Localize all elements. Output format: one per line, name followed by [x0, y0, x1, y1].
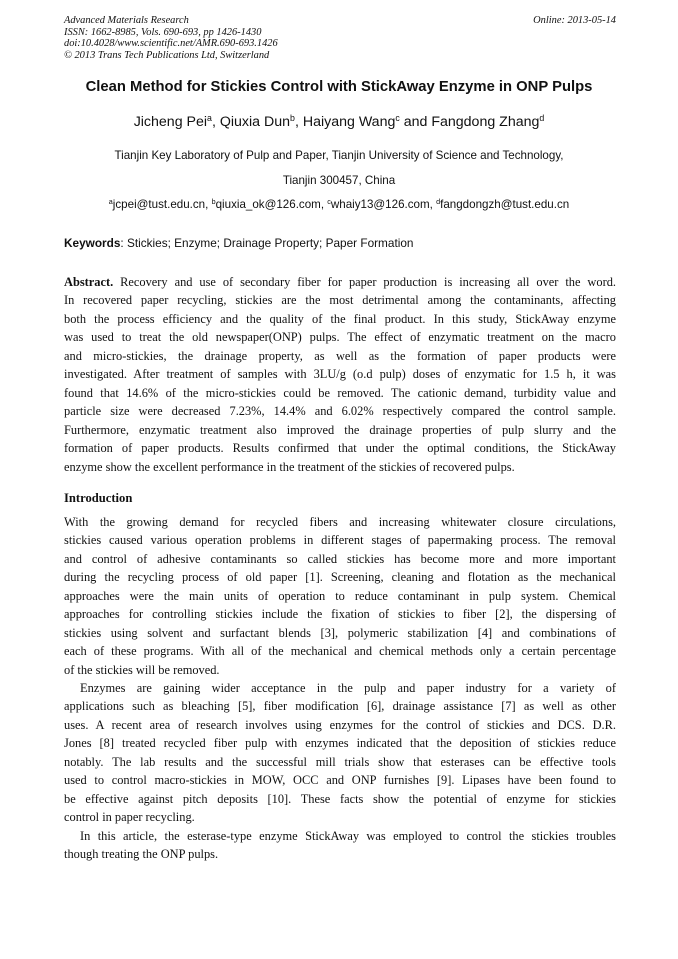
abstract [64, 273, 616, 476]
abstract-label: Abstract. [64, 275, 114, 289]
abstract-line: In recovered paper recycling, stickies are the most detrimental among the contaminants, affecting [64, 293, 616, 308]
author: Jicheng Pei$^a$ [133, 113, 212, 130]
abstract-line: and micro-stickies, the drainage property, as well as the formation of paper products were [64, 348, 616, 363]
text-line: and control of adhesive contaminants so called stickies has become more and more important [64, 551, 616, 566]
paper-title: Clean Method for Stickies Control with StickAway Enzyme in ONP Pulps [85, 79, 593, 95]
copyright-line: © 2013 Trans Tech Publications Ltd, Switzerland [64, 49, 270, 61]
text-line: control in paper recycling. [64, 810, 195, 825]
abstract-line: enzyme show the excellent performance in the treatment of the stickies of recovered pulps. [64, 459, 515, 474]
author: Haiyang Wang$^c$ [302, 113, 400, 130]
abstract-line: investigated. After treatment of samples with 3LU/g (o.d pulp) doses of enzymatic for 1.5 h, it was [64, 367, 616, 382]
abstract-line: found that 14.6% of the micro-stickies could be removed. The cationic demand, turbidity value and [64, 385, 616, 400]
text-line: each of these programs. With all of the mechanical and chemical methods only a certain percentage [64, 644, 616, 659]
email-link[interactable]: qiuxia_ok@126.com [215, 198, 321, 211]
keywords-label: Keywords [64, 236, 121, 250]
text-line: approaches for controlling stickies include the fixation of stickies to fiber [2], the dispersing of [64, 607, 616, 622]
text-line: Enzymes are gaining wider acceptance in the pulp and paper industry for a variety of [80, 681, 616, 695]
doi-line: doi:10.4028/www.scientific.net/AMR.690-693.1426 [64, 38, 278, 49]
text-line: Jones [8] treated recycled fiber pulp with enzymes indicated that the deposition of stickies reduce [64, 736, 616, 751]
intro-paragraph-2 [64, 679, 616, 827]
abstract-line: was used to treat the old newspaper(ONP) pulps. The effect of enzymatic treatment on the macro [64, 330, 616, 345]
author-emails: $^a$jcpei@tust.edu.cn, $^b$qiuxia_ok@126.com, $^c$whaiy13@126.com, $^d$fangdongzh@tust.edu.cn [108, 197, 570, 211]
online-date: Online: 2013-05-14 [533, 15, 616, 26]
abstract-line: formation of paper products. Results confirmed that under the optimal conditions, the StickAway [64, 441, 616, 456]
text-line: notably. The lab results and the successful mill trials show that esterases can be effective tools [64, 754, 616, 769]
email-link[interactable]: whaiy13@126.com [330, 198, 430, 211]
author-list: Jicheng Pei$^a$, Qiuxia Dun$^b$, Haiyang Wang$^c$ and Fangdong Zhang$^d$ [133, 113, 545, 130]
text-line: uses. A recent area of research involves using enzymes for the control of stickies and DCS. D.R. [64, 717, 616, 732]
journal-name: Advanced Materials Research [64, 15, 189, 26]
text-line: be effective against pitch deposits [10]. These facts show the potential of enzyme for stickies [64, 791, 616, 806]
text-line: though treating the ONP pulps. [64, 847, 219, 862]
abstract-line: Furthermore, enzymatic treatment also improved the drainage properties of pulp slurry and the [64, 422, 616, 437]
author: Qiuxia Dun$^b$ [219, 113, 295, 130]
email-link[interactable]: fangdongzh@tust.edu.cn [440, 198, 570, 211]
author: Fangdong Zhang$^d$ [431, 113, 545, 130]
abstract-line: both the process efficiency and the quality of the final product. In this study, StickAway enzyme [64, 311, 616, 326]
affiliation-line-2: Tianjin 300457, China [282, 174, 396, 187]
text-line: stickies using solvent and surfactant blends [3], polymeric stabilization [4] and combinations of [64, 625, 616, 640]
text-line: stickies caused various operation problems in different stages of papermaking process. The removal [64, 533, 616, 548]
email-link[interactable]: jcpei@tust.edu.cn [112, 198, 206, 211]
text-line: applications such as bleaching [5], fiber modification [6], drainage assistance [7] as well as other [64, 699, 616, 714]
text-line: used to control macro-stickies in MOW, OCC and ONP furnishes [9]. Lipases have been found to [64, 773, 616, 788]
abstract-line: particle size were decreased 7.23%, 14.4% and 6.02% respectively compared the control sample. [64, 404, 616, 419]
keywords [64, 236, 616, 250]
journal-header [64, 15, 616, 61]
text-line: With the growing demand for recycled fibers and increasing whitewater closure circulations, [64, 515, 616, 529]
introduction-heading: Introduction [64, 491, 133, 505]
abstract-line: Abstract. Recovery and use of secondary fiber for paper production is increasing all over the word. [64, 275, 616, 289]
issn-line: ISSN: 1662-8985, Vols. 690-693, pp 1426-1430 [64, 26, 262, 38]
text-line: during the recycling process of old paper [1]. Screening, cleaning and flotation as the mechanical [64, 570, 616, 585]
text-line: approaches were the main units of operation to reduce contaminant in pulp system. Chemical [64, 588, 616, 603]
keywords-text: : Stickies; Enzyme; Drainage Property; Paper Formation [120, 236, 414, 250]
intro-paragraph-1 [64, 513, 616, 679]
text-line: In this article, the esterase-type enzyme StickAway was employed to control the stickies troubles [80, 829, 616, 843]
affiliation-line-1: Tianjin Key Laboratory of Pulp and Paper, Tianjin University of Science and Technology, [114, 149, 564, 162]
text-line: of the stickies will be removed. [64, 662, 220, 677]
intro-paragraph-3 [64, 827, 616, 864]
